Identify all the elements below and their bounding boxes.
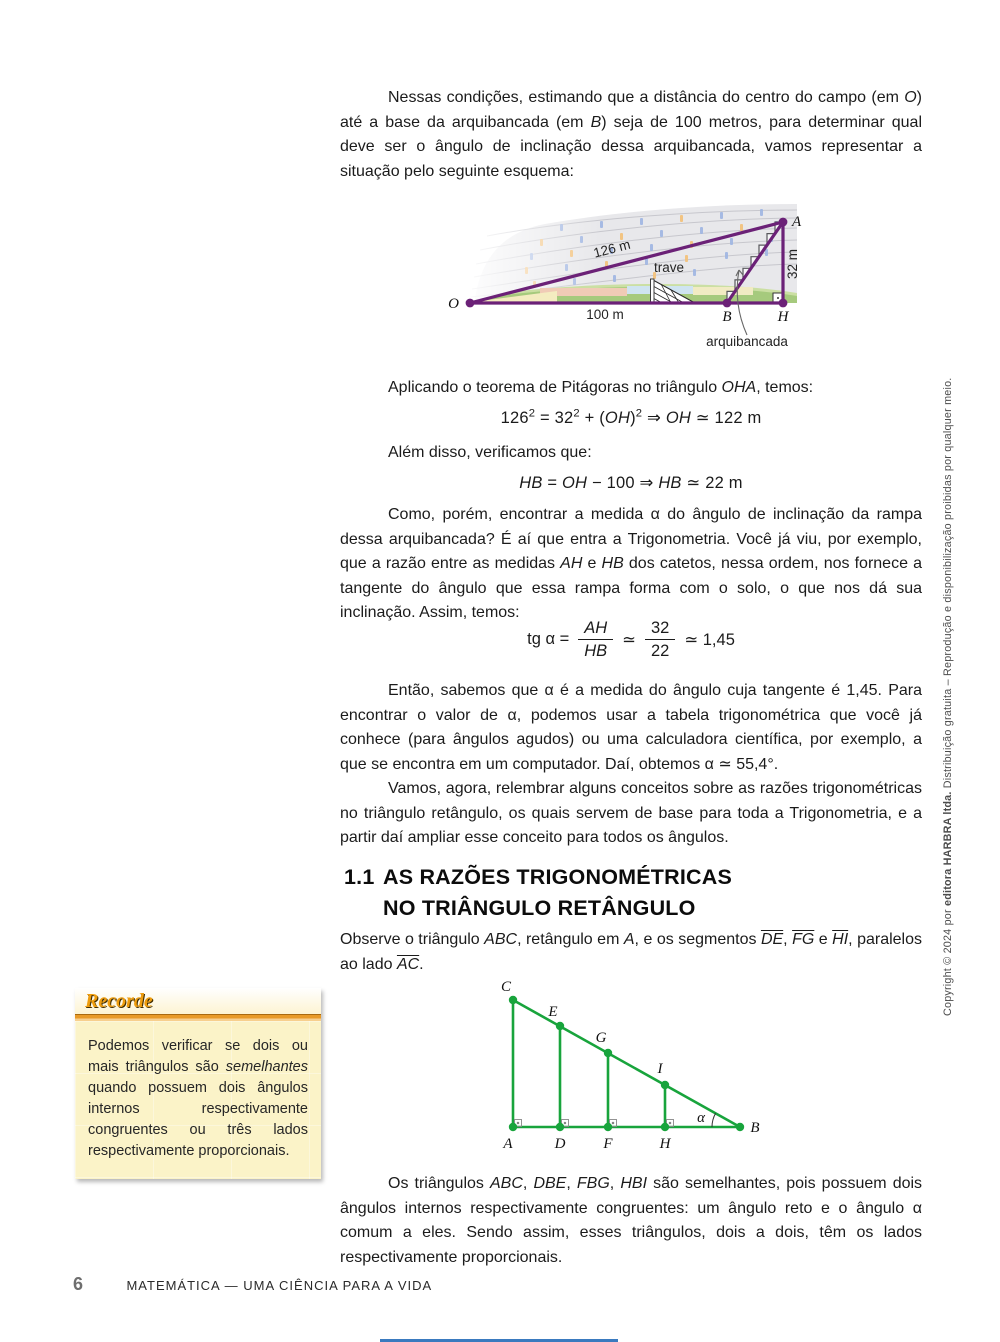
- recorde-title: Recorde: [85, 990, 153, 1012]
- label-alpha: α: [697, 1110, 705, 1126]
- fraction-32-22: [645, 618, 675, 661]
- approx-sign: ≃: [622, 630, 636, 649]
- paragraph-entao: Então, sabemos que α é a medida do ângulo cuja tangente é 1,45. Para encontrar o valor de α, podemos usar a tabela trigonométrica que você já conhece (para ângulos agudos) ou uma calculadora científica, por exemplo, a que se encontra em um computador. Daí, obtemos α ≃ 55,4°.: [340, 682, 922, 773]
- alpha-angle-arc: [712, 1113, 716, 1127]
- right-angle-markers: [515, 1120, 674, 1127]
- tangent-lead: tg α =: [527, 630, 570, 648]
- label-hypotenuse: 126 m: [591, 236, 632, 261]
- page-number: 6: [73, 1274, 84, 1294]
- label-d: D: [554, 1136, 566, 1152]
- fraction-denominator: HB: [584, 642, 608, 660]
- paragraph-observe: Observe o triângulo ABC, retângulo em A, e os segmentos $\overline{DE}$, $\overline{FG}$ e $\overline{HI}$, paralelos ao lado $\overline{AC}$.: [340, 931, 923, 973]
- triangle-diagram: [470, 975, 770, 1160]
- label-f: F: [603, 1136, 613, 1152]
- label-base: 100 m: [586, 307, 624, 322]
- formula-tangent: [340, 618, 922, 661]
- paragraph-intro: Nessas condições, estimando que a distância do centro do campo (em O) até a base da arquibancada (em B) seja de 100 metros, para determinar qual deve ser o ângulo de inclinação dessa arquibancada, vamos representar a situação pelo seguinte esquema:: [340, 89, 922, 180]
- copyright-vertical-text: Copyright © 2024 por editora HARBRA ltda. Distribuição gratuita – Reprodução e disponibilização proibidas por qualquer meio.: [942, 377, 954, 1016]
- section-number: 1.1: [344, 865, 375, 889]
- label-b: B: [722, 309, 732, 325]
- label-c: C: [500, 979, 512, 995]
- fraction-ah-hb: [578, 618, 613, 661]
- stadium-diagram: [445, 196, 865, 366]
- recorde-body-text: Podemos verificar se dois ou mais triângulos são semelhantes quando possuem dois ângulos internos respectivamente congruentes ou três lados respectivamente proporcionais.: [75, 1021, 321, 1179]
- label-trave: trave: [653, 260, 685, 275]
- page-footer: [73, 1274, 432, 1295]
- section-heading: [344, 862, 732, 924]
- formula-hb: HB = OH − 100 ⇒ HB ≃ 22 m: [519, 474, 743, 492]
- label-b: B: [750, 1120, 760, 1136]
- tangent-result: ≃ 1,45: [684, 630, 735, 649]
- label-a: A: [792, 214, 802, 230]
- paragraph-como: Como, porém, encontrar a medida α do ângulo de inclinação da rampa dessa arquibancada? É aí que entra a Trigonometria. Você já viu, por exemplo, que a razão entre as medidas AH e HB dos catetos, nessa ordem, nos fornece a tangente do ângulo que essa rampa forma com o solo, o que nos dá sua inclinação. Assim, temos:: [340, 506, 922, 621]
- fraction-numerator: 32: [645, 618, 675, 640]
- fraction-denominator: 22: [650, 642, 670, 660]
- label-o: O: [448, 296, 459, 312]
- label-e: E: [548, 1004, 558, 1020]
- recorde-rule: [75, 1014, 321, 1021]
- label-a: A: [503, 1136, 513, 1152]
- label-i: I: [657, 1061, 663, 1077]
- recorde-header: [75, 988, 321, 1014]
- label-arquibancada: arquibancada: [706, 334, 788, 349]
- paragraph-alem: Além disso, verificamos que:: [388, 444, 592, 461]
- recorde-box: [75, 988, 321, 1179]
- paragraph-pitagoras: Aplicando o teorema de Pitágoras no triângulo OHA, temos:: [388, 379, 814, 396]
- label-h: H: [777, 309, 789, 325]
- label-g: G: [595, 1030, 607, 1046]
- label-height: 32 m: [785, 248, 800, 280]
- triangle-lines: [513, 1000, 740, 1127]
- label-h: H: [659, 1136, 671, 1152]
- section-title-line1: AS RAZÕES TRIGONOMÉTRICAS: [383, 865, 733, 889]
- paragraph-triangulos: Os triângulos ABC, DBE, FBG, HBI são semelhantes, pois possuem dois ângulos internos respectivamente congruentes: um ângulo reto e o ângulo α comum a eles. Sendo assim, esses triângulos, dois a dois, têm os lados respectivamente proporcionais.: [340, 1175, 923, 1266]
- book-title: MATEMÁTICA — UMA CIÊNCIA PARA A VIDA: [126, 1278, 433, 1293]
- formula-pythagoras: $126^2 = 32^2 + (OH)^2$ ⇒ OH ≃ 122 m: [500, 407, 762, 427]
- paragraph-vamos: Vamos, agora, relembrar alguns conceitos sobre as razões trigonométricas no triângulo retângulo, os quais servem de base para toda a Trigonometria, e a partir daí ampliar esse conceito para todos os ângulos.: [340, 780, 922, 846]
- section-title-line2: NO TRIÂNGULO RETÂNGULO: [383, 896, 696, 920]
- fraction-numerator: AH: [578, 618, 613, 640]
